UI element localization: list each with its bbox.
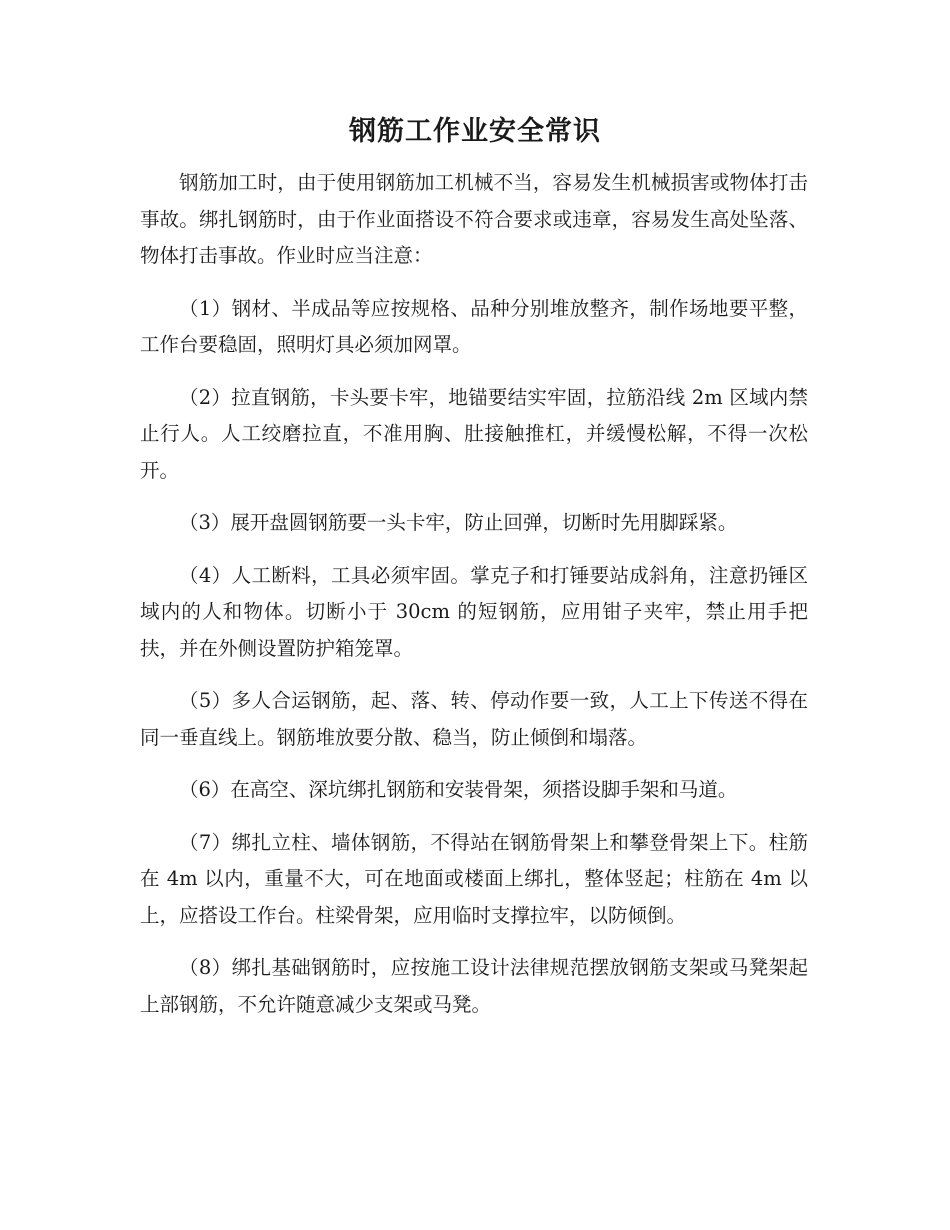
document-title: 钢筋工作业安全常识 <box>349 116 601 147</box>
paragraph-item-1: （1）钢材、半成品等应按规格、品种分别堆放整齐，制作场地要平整，工作台要稳固，照明灯具必须加网罩。 <box>140 296 808 356</box>
paragraph-item-4: （4）人工断料，工具必须牢固。掌克子和打锤要站成斜角，注意扔锤区域内的人和物体。切断小于 30cm 的短钢筋，应用钳子夹牢，禁止用手把扶，并在外侧设置防护箱笼罩。 <box>140 563 808 660</box>
document-body <box>140 165 808 1039</box>
paragraph-item-2: （2）拉直钢筋，卡头要卡牢，地锚要结实牢固，拉筋沿线 2m 区域内禁止行人。人工绞磨拉直，不准用胸、肚接触推杠，并缓慢松解，不得一次松开。 <box>140 385 808 482</box>
paragraph-intro: 钢筋加工时，由于使用钢筋加工机械不当，容易发生机械损害或物体打击事故。绑扎钢筋时，由于作业面搭设不符合要求或违章，容易发生高处坠落、物体打击事故。作业时应当注意： <box>140 171 808 267</box>
paragraph-item-5: （5）多人合运钢筋，起、落、转、停动作要一致，人工上下传送不得在同一垂直线上。钢筋堆放要分散、稳当，防止倾倒和塌落。 <box>140 689 808 749</box>
paragraph-item-6: （6）在高空、深坑绑扎钢筋和安装骨架，须搭设脚手架和马道。 <box>179 778 738 801</box>
paragraph-item-3: （3）展开盘圆钢筋要一头卡牢，防止回弹，切断时先用脚踩紧。 <box>179 511 738 534</box>
paragraph-item-8: （8）绑扎基础钢筋时，应按施工设计法律规范摆放钢筋支架或马凳架起上部钢筋，不允许随意减少支架或马凳。 <box>140 956 808 1016</box>
paragraph-item-7: （7）绑扎立柱、墙体钢筋，不得站在钢筋骨架上和攀登骨架上下。柱筋在 4m 以内，重量不大，可在地面或楼面上绑扎，整体竖起；柱筋在 4m 以上，应搭设工作台。柱梁骨架，应用临时支撑拉牢，以防倾倒。 <box>140 830 808 927</box>
